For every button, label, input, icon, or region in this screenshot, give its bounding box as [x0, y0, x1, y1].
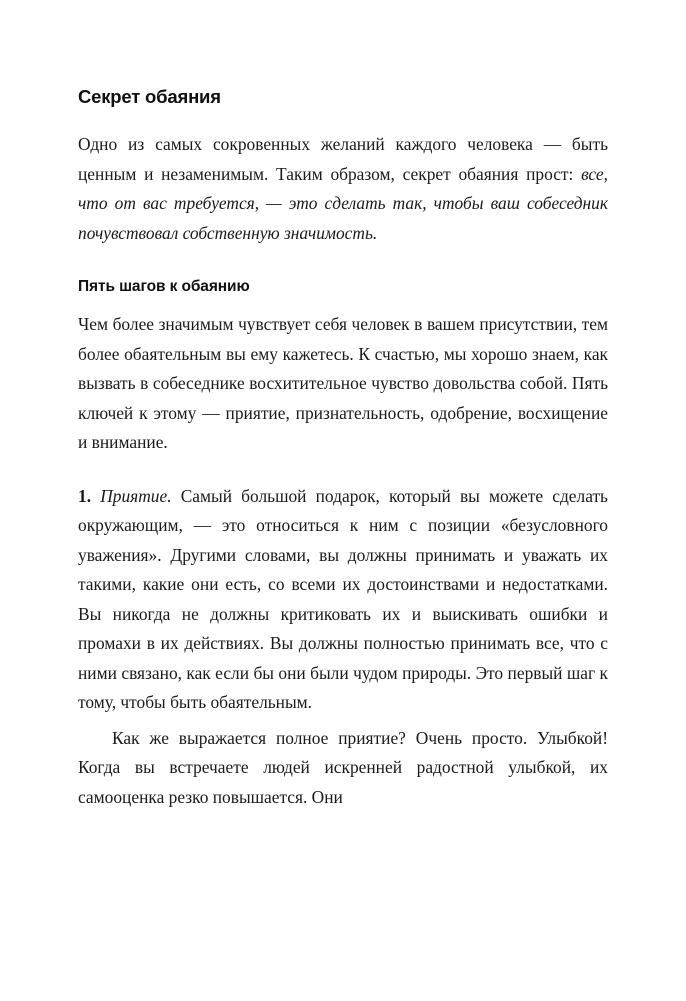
list-item-term: Приятие. — [100, 485, 172, 506]
list-item-body: Самый большой подарок, который вы можете сделать окружающим, — это относиться к ним с позиции «безусловного уважения». Другими словами, вы должны принимать и уважать их такими, какие они есть, со всеми их достоинствами и недостатками. Вы никогда не должны критиковать их и выискивать ошибки и промахи в их действиях. Вы должны полностью принимать все, что с ними связано, как если бы они были чудом природы. Это первый шаг к тому, чтобы быть обаятельным. — [78, 485, 608, 712]
list-item-paragraph — [78, 482, 608, 718]
closing-paragraph: Как же выражается полное приятие? Очень просто. Улыбкой! Когда вы встречаете людей искренней радостной улыбкой, их самооценка резко повышается. Они — [78, 727, 608, 807]
subsection-title: Пять шагов к обаянию — [78, 278, 250, 295]
list-item-space — [91, 486, 100, 506]
intro-paragraph — [78, 130, 608, 248]
intro-emphasis-text: все, что от вас требуется, — это сделать так, чтобы ваш собеседник почувствовал собственную значимость. — [78, 163, 608, 243]
subsection-paragraph: Чем более значимым чувствует себя человек в вашем присутствии, тем более обаятельным вы ему кажетесь. К счастью, мы хорошо знаем, как вызвать в собеседнике восхитительное чувство довольства собой. Пять ключей к этому — приятие, признательность, одобрение, восхищение и внимание. — [78, 314, 608, 452]
intro-lead-text: Одно из самых сокровенных желаний каждого человека — быть ценным и незаменимым. Таким образом, секрет обаяния прост: — [78, 134, 608, 184]
list-item-number: 1. — [78, 485, 92, 506]
page-content — [78, 86, 608, 812]
page-title: Секрет обаяния — [78, 86, 221, 107]
